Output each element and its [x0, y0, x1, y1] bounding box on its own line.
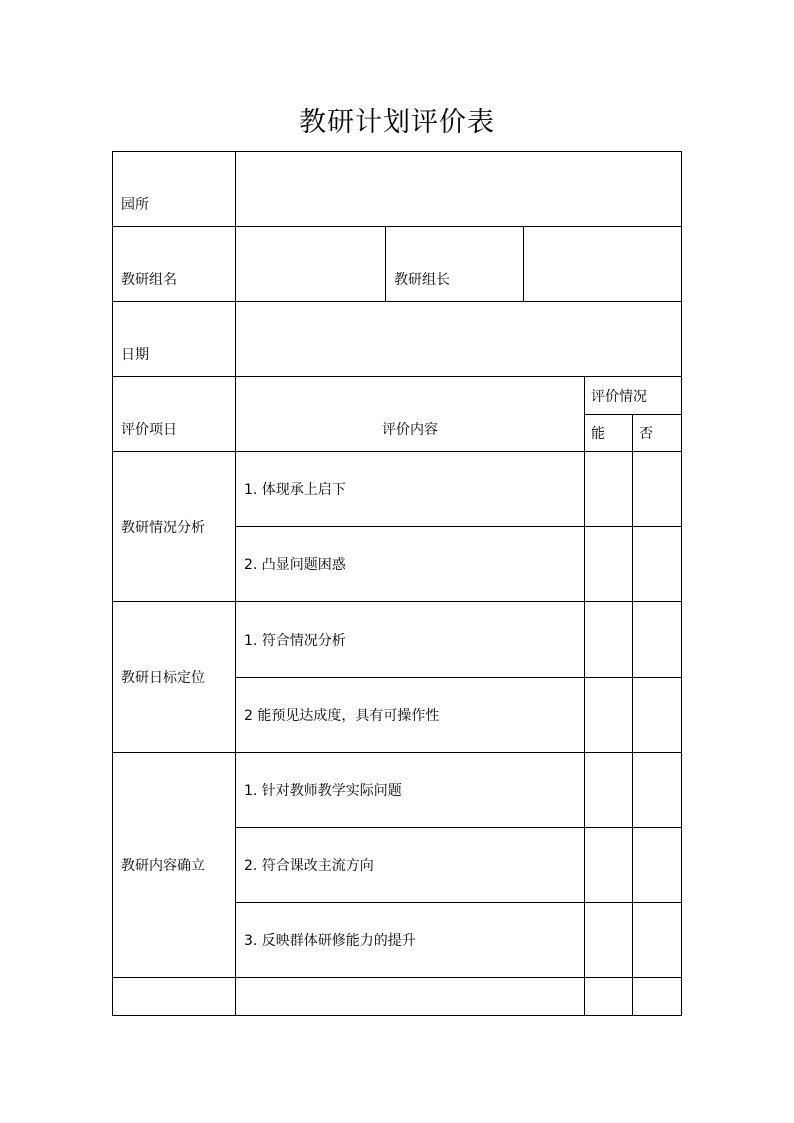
yes-check-cell[interactable] [585, 903, 633, 978]
section-name: 教研内容确立 [113, 753, 236, 978]
form-title: 教研计划评价表 [299, 107, 495, 138]
yes-check-cell[interactable] [585, 602, 633, 678]
empty-content-cell[interactable] [236, 978, 585, 1016]
yes-check-cell[interactable] [585, 753, 633, 828]
criterion-text: 2. 符合课改主流方向 [236, 828, 585, 903]
header-row-1 [113, 377, 682, 415]
no-check-cell[interactable] [633, 678, 682, 753]
no-check-cell[interactable] [633, 828, 682, 903]
table-row [113, 452, 682, 527]
yes-check-cell[interactable] [585, 828, 633, 903]
no-header: 否 [633, 415, 682, 452]
criterion-text: 1. 针对教师教学实际问题 [236, 753, 585, 828]
no-check-cell[interactable] [633, 978, 682, 1016]
kindergarten-value-cell[interactable] [236, 152, 682, 227]
date-row [113, 302, 682, 377]
group-row [113, 227, 682, 302]
yes-header: 能 [585, 415, 633, 452]
group-name-label: 教研组名 [113, 227, 236, 302]
no-check-cell[interactable] [633, 452, 682, 527]
no-check-cell[interactable] [633, 753, 682, 828]
group-leader-label: 教研组长 [386, 227, 524, 302]
kindergarten-row [113, 152, 682, 227]
eval-content-header: 评价内容 [236, 377, 585, 452]
group-name-value-cell[interactable] [236, 227, 386, 302]
table-row [113, 753, 682, 828]
criterion-text: 1. 体现承上启下 [236, 452, 585, 527]
group-leader-value-cell[interactable] [524, 227, 682, 302]
date-value-cell[interactable] [236, 302, 682, 377]
no-check-cell[interactable] [633, 527, 682, 602]
eval-status-header: 评价情况 [585, 377, 682, 415]
no-check-cell[interactable] [633, 903, 682, 978]
criterion-text: 3. 反映群体研修能力的提升 [236, 903, 585, 978]
yes-check-cell[interactable] [585, 527, 633, 602]
date-label: 日期 [113, 302, 236, 377]
eval-item-header: 评价项日 [113, 377, 236, 452]
evaluation-table [112, 151, 682, 1016]
table-row [113, 602, 682, 678]
yes-check-cell[interactable] [585, 452, 633, 527]
criterion-text: 1. 符合情况分析 [236, 602, 585, 678]
criterion-text: 2 能预见达成度，具有可操作性 [236, 678, 585, 753]
yes-check-cell[interactable] [585, 678, 633, 753]
empty-item-cell[interactable] [113, 978, 236, 1016]
empty-row [113, 978, 682, 1016]
section-name: 教研日标定位 [113, 602, 236, 753]
kindergarten-label: 园所 [113, 152, 236, 227]
section-name: 教研情况分析 [113, 452, 236, 602]
criterion-text: 2. 凸显问题困惑 [236, 527, 585, 602]
no-check-cell[interactable] [633, 602, 682, 678]
yes-check-cell[interactable] [585, 978, 633, 1016]
